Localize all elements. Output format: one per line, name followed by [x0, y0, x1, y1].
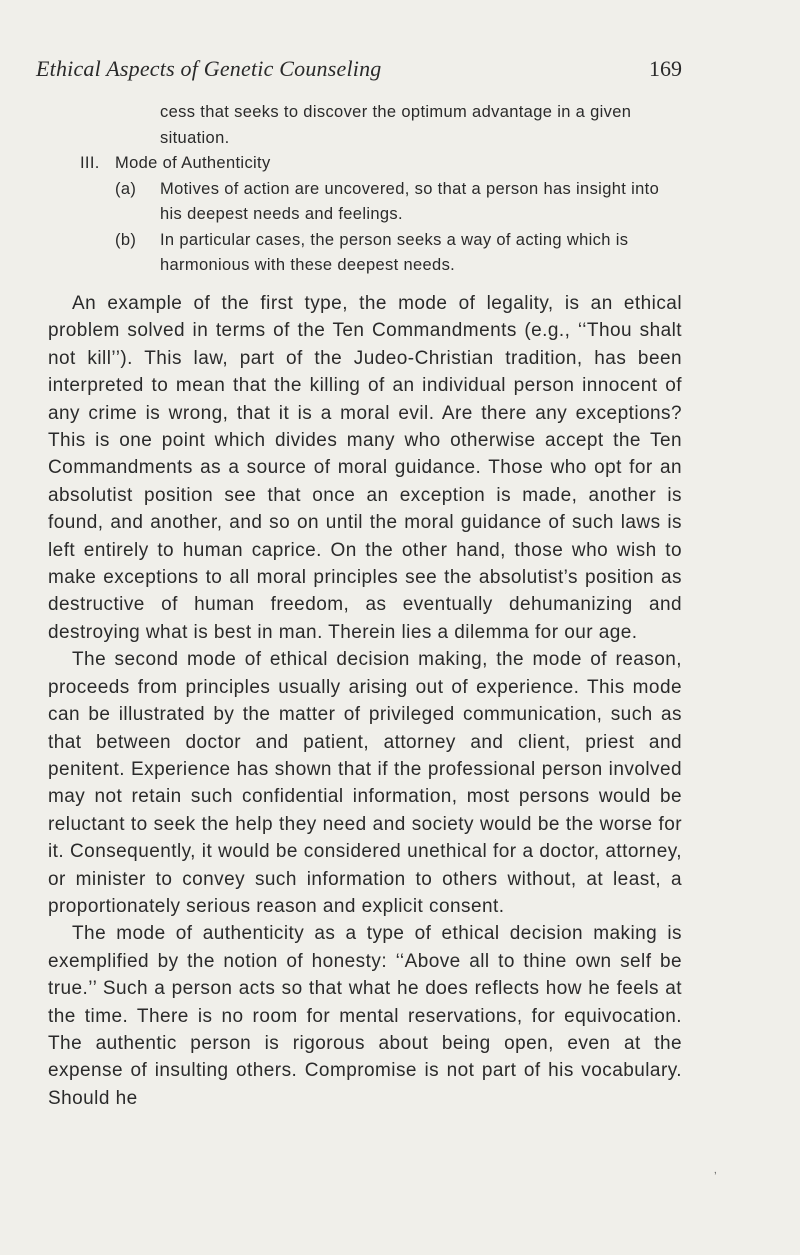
outline-subitem-label: (b) [115, 230, 137, 249]
paragraph-authenticity: The mode of authenticity as a type of ethical decision making is exemplified by the notion of honesty: ‘‘Above all to thine own self be true.’’ Such a person acts so that what he does reflects how he feels at the time. There is no room for mental reservations, for equivocation. The authentic person is rigorous about being open, even at the expense of insulting others. Compromise is not part of his vocabulary. Should he [48, 923, 682, 1109]
outline-subitem-b [0, 228, 680, 279]
paragraph-legality: An example of the first type, the mode of legality, is an ethical problem solved in terms of the Ten Commandments (e.g., ‘‘Thou shalt not kill’’). This law, part of the Judeo-Christian tradition, has been interpreted to mean that the killing of an individual person innocent of any crime is wrong, that it is a moral evil. Are there any exceptions? This is one point which divides many who otherwise accept the Ten Commandments as a source of moral guidance. Those who opt for an absolutist position see that once an exception is made, another is found, and another, and so on until the moral guidance of such laws is left entirely to human caprice. On the other hand, those who wish to make exceptions to all moral principles see the absolutist’s position as destructive of human freedom, as eventually dehumanizing and destroying what is best in man. Therein lies a dilemma for our age. [48, 293, 682, 643]
page-header [36, 56, 682, 90]
outline-item-iii [0, 151, 800, 177]
outline-item-title: Mode of Authenticity [115, 154, 271, 172]
outline-list [0, 100, 800, 279]
outline-subitem-a [0, 177, 680, 228]
running-head: Ethical Aspects of Genetic Counseling [36, 56, 382, 81]
outline-subitem-text: Motives of action are uncovered, so that a person has insight into his deepest needs and feelings. [160, 179, 660, 223]
page-number: 169 [649, 56, 682, 81]
outline-subitem-label: (a) [115, 179, 137, 198]
outline-numeral: III. [80, 154, 100, 172]
stray-mark: ‚ [714, 1162, 717, 1176]
outline-continuation: cess that seeks to discover the optimum advantage in a given situation. [160, 103, 632, 147]
outline-subitem-text: In particular cases, the person seeks a way of acting which is harmonious with these deepest needs. [160, 230, 629, 274]
paragraph-reason: The second mode of ethical decision making, the mode of reason, proceeds from principles usually arising out of experience. This mode can be illustrated by the matter of privileged communication, such as that between doctor and patient, attorney and client, priest and penitent. Experience has shown that if the professional person involved may not retain such confidential information, most persons would be reluctant to seek the help they need and society would be the worse for it. Consequently, it would be considered unethical for a doctor, attorney, or minister to convey such information to others without, at least, a proportionately serious reason and explicit consent. [48, 649, 682, 917]
body-text [48, 290, 682, 1112]
